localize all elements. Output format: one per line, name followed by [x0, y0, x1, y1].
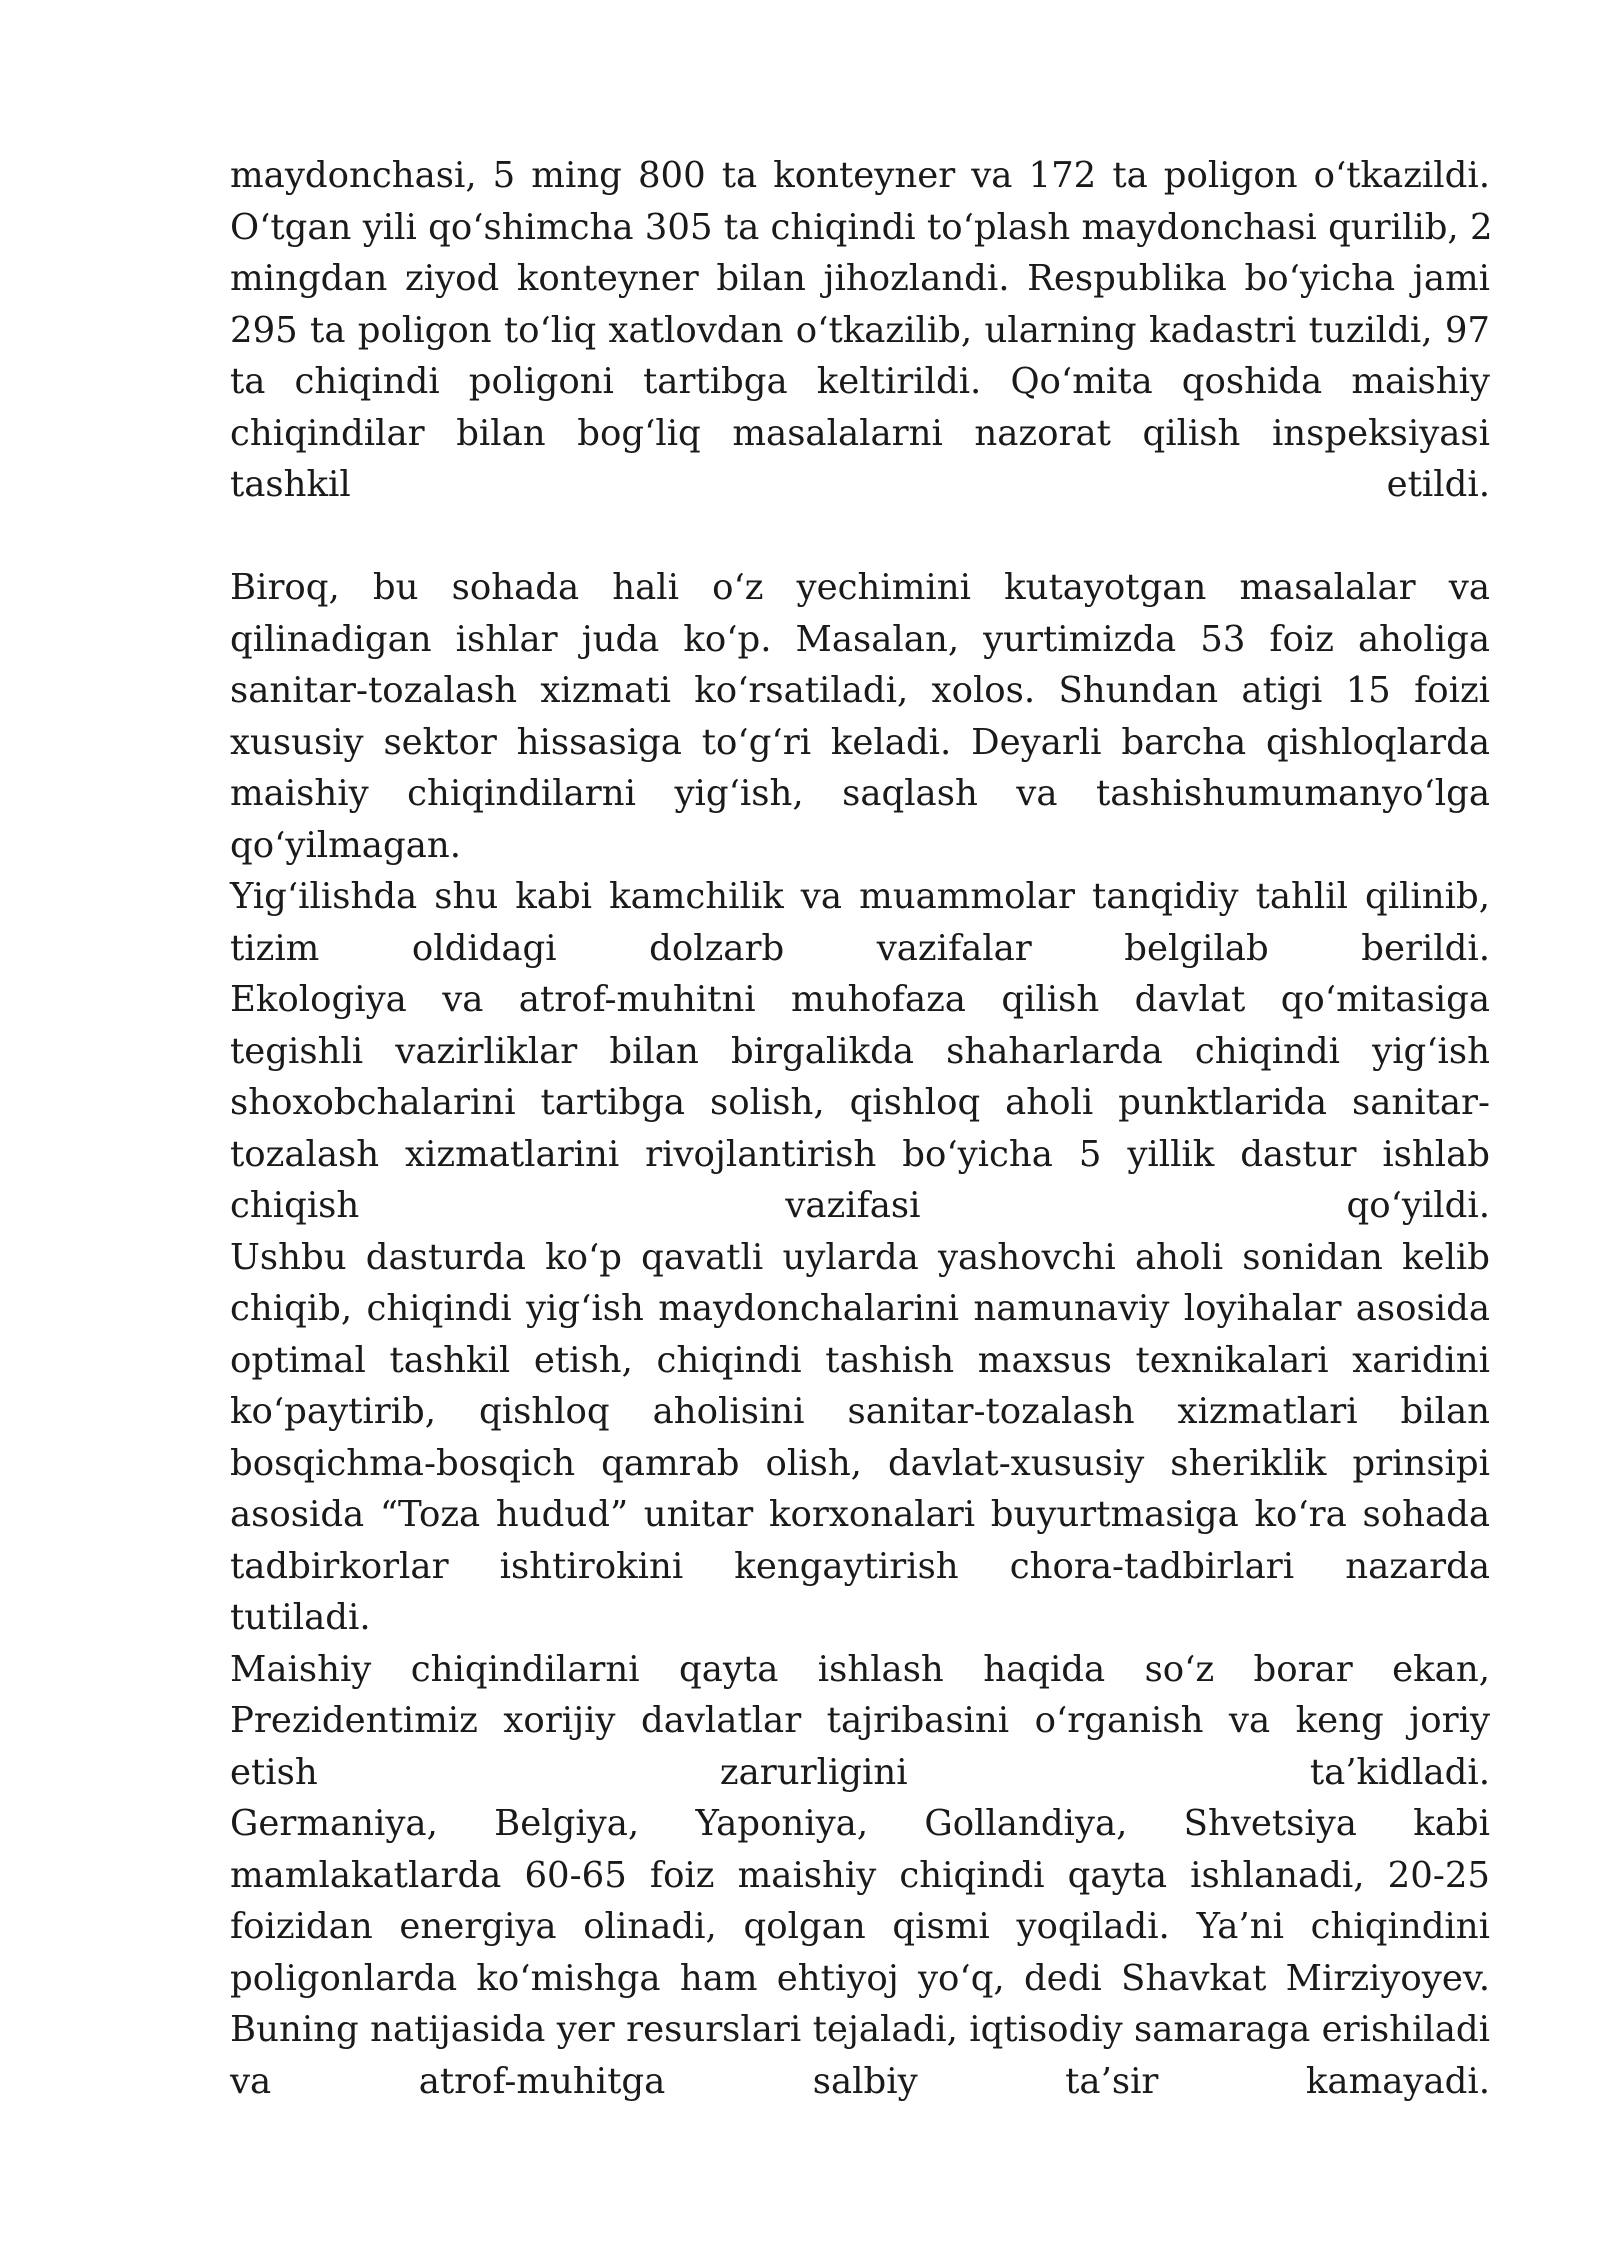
text-line: etish zarurligini ta’kidladi. — [230, 1751, 1490, 1793]
text-line: Prezidentimiz xorijiy davlatlar tajribasini o‘rganish va keng joriy — [230, 1700, 1490, 1741]
document-body — [230, 150, 1493, 2107]
text-line: Maishiy chiqindilarni qayta ishlash haqida so‘z borar ekan, — [230, 1648, 1490, 1690]
text-line: poligonlarda ko‘mishga ham ehtiyoj yo‘q, dedi Shavkat Mirziyoyev. — [230, 1957, 1490, 1999]
text-line: bosqichma-bosqich qamrab olish, davlat-xususiy sheriklik prinsipi — [230, 1442, 1490, 1484]
text-line: Germaniya, Belgiya, Yaponiya, Gollandiya, Shvetsiya kabi — [230, 1803, 1490, 1844]
text-line: Ekologiya va atrof-muhitni muhofaza qilish davlat qo‘mitasiga — [230, 979, 1490, 1020]
text-line: foizidan energiya olinadi, qolgan qismi yoqiladi. Ya’ni chiqindini — [230, 1906, 1490, 1947]
text-line: tozalash xizmatlarini rivojlantirish bo‘yicha 5 yillik dastur ishlab — [230, 1133, 1490, 1175]
text-line: optimal tashkil etish, chiqindi tashish maxsus texnikalari xaridini — [230, 1339, 1490, 1381]
text-line: Yig‘ilishda shu kabi kamchilik va muammolar tanqidiy tahlil qilinib, — [230, 876, 1490, 917]
text-line: mingdan ziyod konteyner bilan jihozlandi. Respublika bo‘yicha jami — [230, 258, 1490, 299]
text-line: mamlakatlarda 60-65 foiz maishiy chiqindi qayta ishlanadi, 20-25 — [230, 1854, 1490, 1896]
text-line: ta chiqindi poligoni tartibga keltirildi. Qo‘mita qoshida maishiy — [230, 361, 1490, 402]
text-line: tegishli vazirliklar bilan birgalikda shaharlarda chiqindi yig‘ish — [230, 1030, 1490, 1072]
text-line: tizim oldidagi dolzarb vazifalar belgilab berildi. — [230, 927, 1490, 969]
text-line: qilinadigan ishlar juda ko‘p. Masalan, yurtimizda 53 foiz aholiga — [230, 618, 1490, 660]
text-line: sanitar-tozalash xizmati ko‘rsatiladi, xolos. Shundan atigi 15 foizi — [230, 670, 1490, 711]
text-line: chiqib, chiqindi yig‘ish maydonchalarini namunaviy loyihalar asosida — [230, 1288, 1490, 1329]
text-line: maydonchasi, 5 ming 800 ta konteyner va 172 ta poligon o‘tkazildi. — [230, 155, 1490, 196]
text-line: tadbirkorlar ishtirokini kengaytirish chora-tadbirlari nazarda — [230, 1545, 1490, 1587]
text-line: maishiy chiqindilarni yig‘ish, saqlash va tashishumumanyo‘lga — [230, 773, 1490, 814]
text-line: asosida “Toza hudud” unitar korxonalari buyurtmasiga ko‘ra sohada — [230, 1494, 1490, 1535]
text-line: Buning natijasida yer resurslari tejaladi, iqtisodiy samaraga erishiladi — [230, 2009, 1490, 2050]
text-line: va atrof-muhitga salbiy ta’sir kamayadi. — [230, 2060, 1490, 2102]
text-line: shoxobchalarini tartibga solish, qishloq aholi punktlarida sanitar- — [230, 1082, 1490, 1123]
text-line: tutiladi. — [230, 1597, 371, 1638]
paragraph-gap — [230, 511, 1490, 563]
text-line: chiqindilar bilan bog‘liq masalalarni nazorat qilish inspeksiyasi — [230, 412, 1490, 454]
text-line: 295 ta poligon to‘liq xatlovdan o‘tkazilib, ularning kadastri tuzildi, 97 — [230, 309, 1490, 351]
text-line: tashkil etildi. — [230, 464, 1490, 505]
text-line: chiqish vazifasi qo‘yildi. — [230, 1185, 1490, 1226]
text-line: Biroq, bu sohada hali o‘z yechimini kutayotgan masalalar va — [230, 567, 1490, 608]
text-line: qo‘yilmagan. — [230, 824, 462, 866]
text-line: Ushbu dasturda ko‘p qavatli uylarda yashovchi aholi sonidan kelib — [230, 1236, 1490, 1278]
text-line: O‘tgan yili qo‘shimcha 305 ta chiqindi to‘plash maydonchasi qurilib, 2 — [230, 206, 1493, 248]
text-line: ko‘paytirib, qishloq aholisini sanitar-tozalash xizmatlari bilan — [230, 1391, 1490, 1432]
text-line: xususiy sektor hissasiga to‘g‘ri keladi. Deyarli barcha qishloqlarda — [230, 721, 1490, 763]
